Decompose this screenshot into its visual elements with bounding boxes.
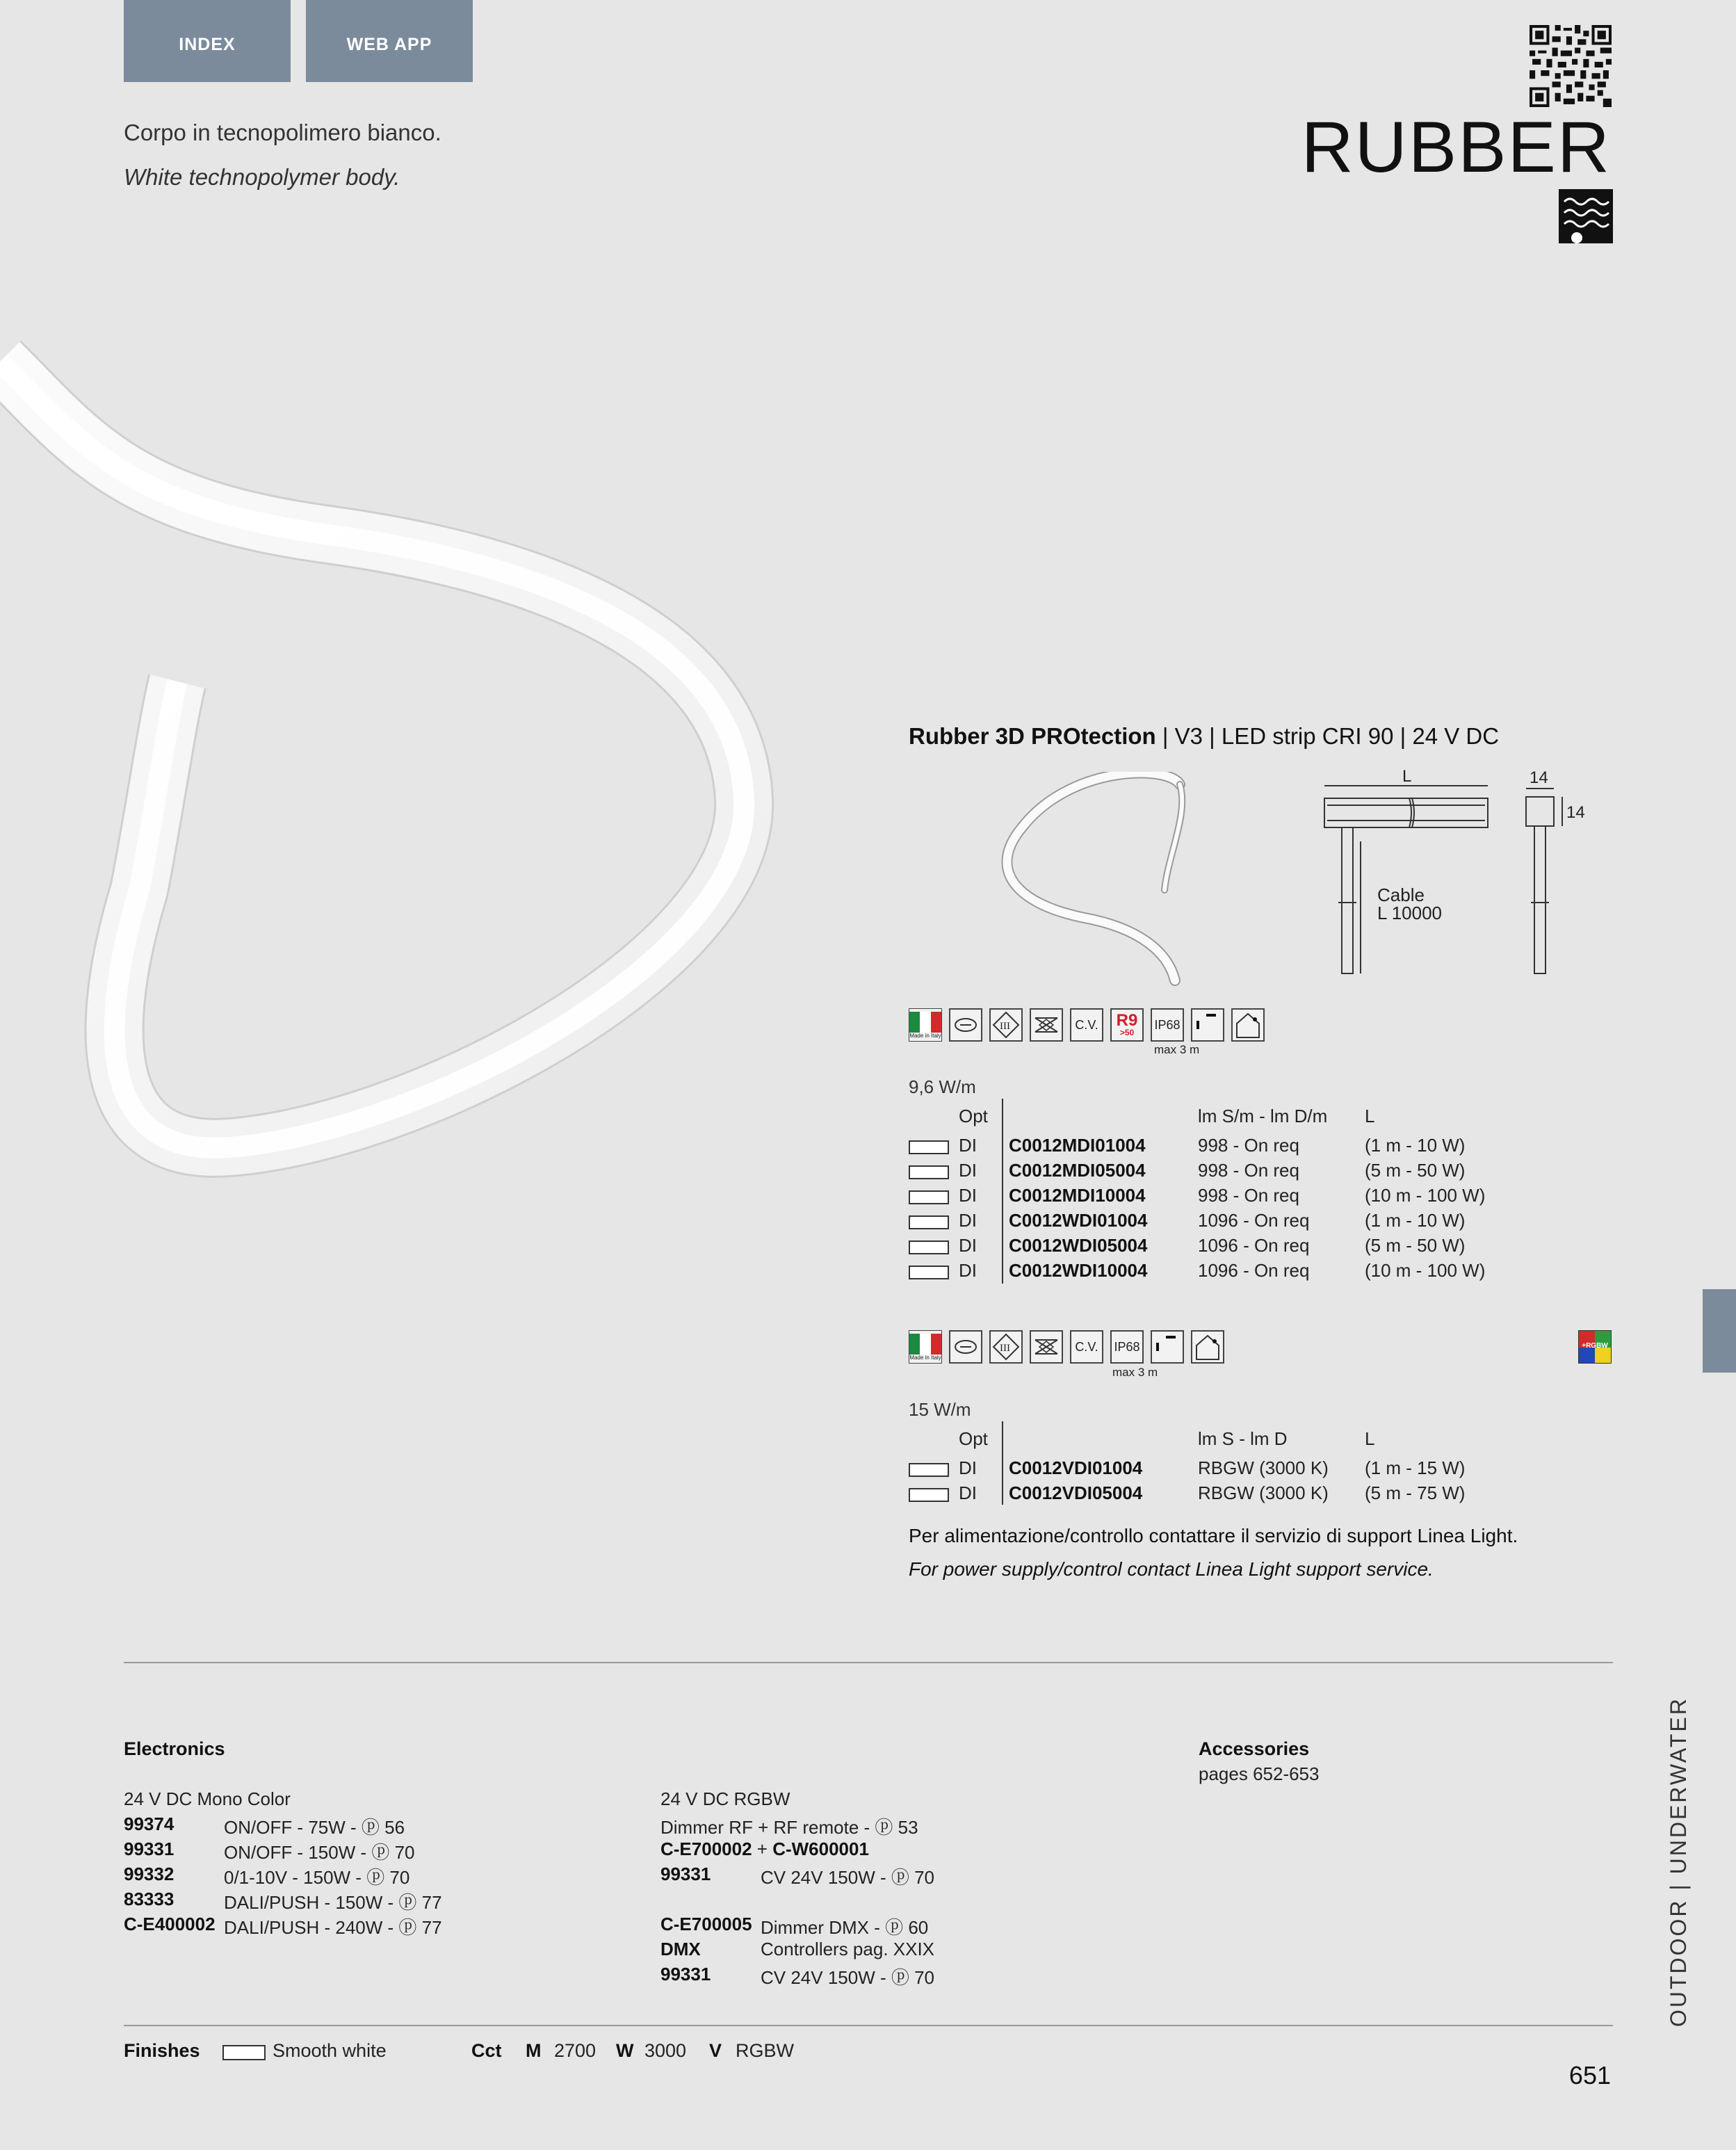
item-desc: CV 24V 150W - ⓟ 70 [761,1867,934,1888]
no-insulation-cover-icon [1030,1008,1063,1042]
constant-voltage-icon: C.V. [1070,1008,1103,1042]
row-code: C0012MDI01004 [1009,1135,1146,1156]
rgbw-title: 24 V DC RGBW [660,1788,790,1809]
row-length: (1 m - 10 W) [1365,1135,1466,1156]
section-divider [124,1662,1613,1663]
row-code: C0012MDI05004 [1009,1160,1146,1181]
row-length: (5 m - 50 W) [1365,1160,1466,1181]
item-code: C-E400002 [124,1914,216,1934]
item-code: 99331 [660,1864,711,1884]
cct-label: Cct [471,2040,502,2061]
item-desc: 0/1-10V - 150W - ⓟ 70 [224,1867,410,1888]
table-row[interactable] [909,1185,1534,1209]
qr-code-icon[interactable] [1530,25,1612,107]
dim-height-label: 14 [1566,803,1585,822]
item-code: C-E700005 [660,1914,752,1934]
electronics-item[interactable] [660,1939,1008,1960]
dim-length-label: L [1402,767,1412,786]
cct-option: V [709,2040,722,2061]
svg-text:III: III [1000,1343,1010,1354]
index-button[interactable]: INDEX [124,0,291,82]
electronics-item[interactable] [124,1864,471,1888]
table-row[interactable] [909,1457,1534,1481]
cable-label-line2: L 10000 [1377,903,1443,923]
electronics-item[interactable] [660,1914,1008,1938]
footer-divider [124,2025,1613,2026]
table-row[interactable] [909,1210,1534,1234]
table2-header [909,1428,1534,1452]
brand-title: RUBBER [1301,107,1611,188]
table2-header-opt: Opt [959,1428,988,1449]
dim-width-label: 14 [1530,768,1548,787]
cct-option: W [616,2040,634,2061]
table-row[interactable] [909,1160,1534,1183]
row-lm: 998 - On req [1198,1160,1299,1181]
product-title [909,723,1499,750]
row-opt: DI [959,1482,977,1503]
indoor-house-icon [1191,1330,1224,1364]
row-opt: DI [959,1235,977,1256]
row-lm: 998 - On req [1198,1135,1299,1156]
row-length: (5 m - 75 W) [1365,1482,1466,1503]
row-lm: 1096 - On req [1198,1260,1310,1281]
finish-swatch [909,1266,949,1279]
accessories-pages-link[interactable]: pages 652-653 [1199,1763,1320,1784]
page-number: 651 [1568,2061,1611,2090]
finish-swatch [909,1488,949,1502]
finish-swatch [909,1463,949,1477]
cct-option: M [526,2040,542,2061]
flexible-strip-icon [949,1008,982,1042]
rgbw-badge-icon: +RGBW [1578,1330,1612,1364]
item-desc: ON/OFF - 150W - ⓟ 70 [224,1842,415,1863]
support-note-italian: Per alimentazione/controllo contattare il servizio di support Linea Light. [909,1525,1518,1546]
electronics-item[interactable] [124,1838,471,1863]
mono-color-title: 24 V DC Mono Color [124,1788,291,1809]
no-insulation-cover-icon [1030,1330,1063,1364]
row-lm: 1096 - On req [1198,1235,1310,1256]
row-opt: DI [959,1457,977,1478]
product-sketch [987,772,1196,987]
item-desc: CV 24V 150W - ⓟ 70 [761,1967,934,1988]
finish-swatch [909,1240,949,1254]
finishes-label: Finishes [124,2040,200,2061]
row-opt: DI [959,1210,977,1231]
made-in-italy-icon: Made in Italy [909,1008,942,1042]
item-code: DMX [660,1939,701,1959]
electronics-item[interactable] [124,1813,471,1838]
item-code: 83333 [124,1889,175,1909]
finish-swatch [909,1140,949,1154]
row-code: C0012WDI01004 [1009,1210,1148,1231]
product-title-bold: Rubber 3D PROtection [909,723,1156,749]
description-italian: Corpo in tecnopolimero bianco. [124,120,441,145]
row-opt: DI [959,1185,977,1206]
combo-code-a: C-E700002 [660,1838,752,1859]
combo-plus: + [752,1838,773,1859]
wall-mount-icon [1191,1008,1224,1042]
row-code: C0012VDI01004 [1009,1457,1143,1478]
row-opt: DI [959,1260,977,1281]
row-length: (10 m - 100 W) [1365,1185,1486,1206]
item-code: 99331 [124,1838,175,1859]
finish-swatch [909,1190,949,1204]
class-iii-icon [989,1330,1023,1364]
cert-icons-row-1 [909,1008,1265,1042]
item-code: 99374 [124,1813,175,1834]
row-length: (1 m - 10 W) [1365,1210,1466,1231]
cct-value: 3000 [644,2040,687,2061]
table1-header-l: L [1365,1106,1375,1126]
row-lm: 998 - On req [1198,1185,1299,1206]
table2-header-l: L [1365,1428,1375,1449]
rgbw-combo[interactable] [660,1838,869,1860]
wall-mount-icon [1151,1330,1184,1364]
description-english: White technopolymer body. [124,164,400,190]
r9-rating-icon: R9 >50 [1110,1008,1144,1042]
row-lm: RBGW (3000 K) [1198,1482,1329,1503]
item-desc: DALI/PUSH - 240W - ⓟ 77 [224,1917,442,1938]
table2-power: 15 W/m [909,1399,971,1420]
technical-drawing [1317,765,1596,987]
row-lm: 1096 - On req [1198,1210,1310,1231]
row-length: (10 m - 100 W) [1365,1260,1486,1281]
item-code: 99331 [660,1964,711,1985]
electronics-item[interactable] [660,1864,1008,1888]
svg-text:III: III [1000,1021,1010,1032]
finish-value: Smooth white [273,2040,387,2061]
table-row[interactable] [909,1482,1534,1506]
ip68-icon: IP68 [1151,1008,1184,1042]
row-code: C0012VDI05004 [1009,1482,1143,1503]
table1-power: 9,6 W/m [909,1076,976,1097]
table1-header-lm: lm S/m - lm D/m [1198,1106,1328,1126]
table-row[interactable] [909,1260,1534,1284]
constant-voltage-icon: C.V. [1070,1330,1103,1364]
product-title-rest: | V3 | LED strip CRI 90 | 24 V DC [1155,723,1500,749]
item-desc: DALI/PUSH - 150W - ⓟ 77 [224,1892,442,1913]
support-note-english: For power supply/control contact Linea Light support service. [909,1558,1434,1580]
table-row[interactable] [909,1235,1534,1259]
electronics-item[interactable] [124,1914,471,1938]
row-length: (5 m - 50 W) [1365,1235,1466,1256]
item-code: 99332 [124,1864,175,1884]
item-desc: Controllers pag. XXIX [761,1939,935,1959]
electronics-item[interactable] [660,1964,1008,1988]
cct-value: 2700 [554,2040,597,2061]
webapp-button[interactable]: WEB APP [306,0,473,82]
section-vertical-label: OUTDOOR | UNDERWATER [1666,1697,1691,2027]
made-in-italy-icon: Made in Italy [909,1330,942,1364]
combo-code-b: C-W600001 [772,1838,869,1859]
table-row[interactable] [909,1135,1534,1158]
row-opt: DI [959,1135,977,1156]
row-code: C0012MDI10004 [1009,1185,1146,1206]
table1-header [909,1106,1534,1129]
table1-header-opt: Opt [959,1106,988,1126]
underwater-icon [1559,189,1613,243]
class-iii-icon [989,1008,1023,1042]
row-code: C0012WDI10004 [1009,1260,1148,1281]
ip68-icon: IP68 [1110,1330,1144,1364]
section-side-tab[interactable] [1703,1289,1736,1373]
item-desc: ON/OFF - 75W - ⓟ 56 [224,1817,405,1838]
indoor-house-icon [1231,1008,1265,1042]
row-lm: RBGW (3000 K) [1198,1457,1329,1478]
item-desc: Dimmer DMX - ⓟ 60 [761,1917,929,1938]
max-length-note: max 3 m [1154,1043,1200,1056]
row-code: C0012WDI05004 [1009,1235,1148,1256]
finish-swatch [909,1165,949,1179]
cct-value: RGBW [736,2040,794,2061]
finish-swatch [222,2045,266,2060]
cable-label-line1: Cable [1377,884,1425,905]
finish-swatch [909,1215,949,1229]
led-strip-product-image [0,334,834,1210]
cert-icons-row-2 [909,1330,1224,1364]
flexible-strip-icon [949,1330,982,1364]
table2-header-lm: lm S - lm D [1198,1428,1288,1449]
accessories-title: Accessories [1199,1738,1310,1759]
electronics-item[interactable] [124,1889,471,1913]
electronics-title: Electronics [124,1738,225,1759]
max-length-note: max 3 m [1112,1366,1158,1379]
rgbw-subtitle: Dimmer RF + RF remote - ⓟ 53 [660,1817,918,1838]
row-opt: DI [959,1160,977,1181]
row-length: (1 m - 15 W) [1365,1457,1466,1478]
